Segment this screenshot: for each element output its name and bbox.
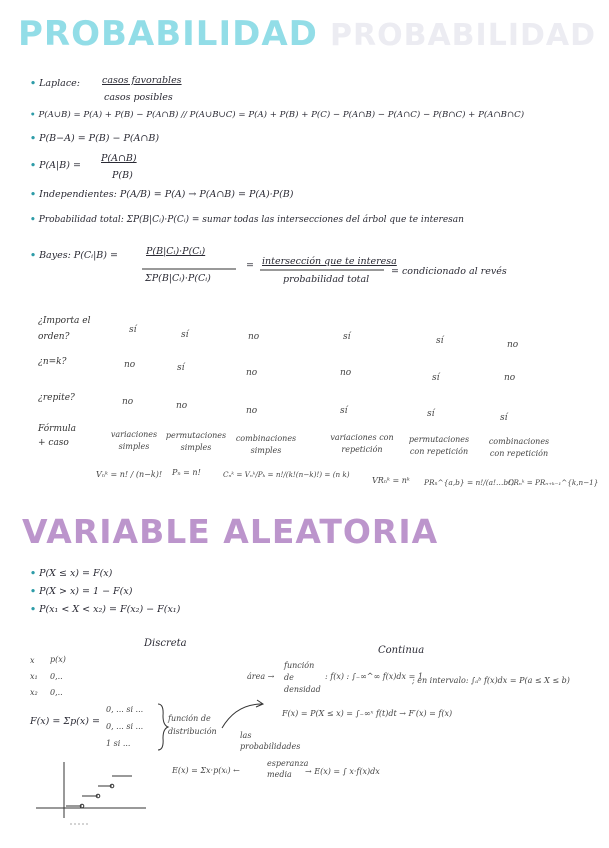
bullet-icon: • [30, 160, 37, 171]
dist-table-px-header: p(x) [50, 655, 66, 664]
bullet-icon: • [30, 133, 37, 144]
formula-permutaciones-rep: PRₙ^{a,b} = n!/(a!…b!) [424, 478, 514, 487]
total-probability-formula: Probabilidad total: ΣP(B|Cᵢ)·P(Cᵢ) = sumar todas las intersecciones del árbol que te interesan [38, 215, 464, 225]
laplace-label: Laplace: [39, 78, 80, 89]
va-formula-1: P(X ≤ x) = F(x) [39, 568, 113, 579]
table-cell: sí [427, 409, 435, 419]
table-cell: sí [177, 363, 185, 373]
bullet-icon: • [30, 604, 37, 615]
formula-permutaciones: Pₙ = n! [172, 468, 201, 477]
bullet-icon: • [30, 215, 36, 225]
dist-table-cell: x₂ [30, 688, 38, 697]
expectation-continuous: → E(x) = ∫ x·f(x)dx [305, 767, 380, 776]
dist-table-cell: x₁ [30, 672, 38, 681]
table-cell: sí [500, 413, 508, 423]
bullet-icon: • [30, 586, 37, 597]
note-las-probabilidades: las probabilidades [240, 731, 301, 751]
bullet-icon: • [30, 78, 37, 89]
cdf-continuous: F(x) = P(X ≤ x) = ∫₋∞ˣ f(t)dt → F′(x) = f(x) [282, 709, 453, 718]
section-title-variable-aleatoria: VARIABLE ALEATORIA [22, 512, 439, 551]
note-funcion-densidad: función de densidad [284, 661, 321, 694]
faded-title-bleedthrough: PROBABILIDAD [330, 18, 597, 53]
formula-combinaciones-rep: CRₙᵏ = PRₙ₊ₖ₋₁^{k,n−1} [508, 478, 599, 487]
laplace-denominator: casos posibles [104, 92, 173, 103]
cdf-case: 0, ... si ... [106, 722, 144, 731]
formula-name: variaciones simples [110, 430, 158, 451]
formula-variaciones-rep: VRₙᵏ = nᵏ [372, 476, 410, 485]
note-area: área → [247, 672, 275, 681]
laplace-numerator: casos favorables [102, 75, 182, 86]
brace-icon [158, 704, 168, 750]
bayes-lhs: Bayes: P(Cᵢ|B) = [39, 250, 118, 261]
cdf-case: 0, ... si ... [106, 705, 144, 714]
formula-name: permutaciones con repetición [408, 435, 470, 456]
bayes-numerator: P(B|Cᵢ)·P(Cᵢ) [146, 246, 206, 257]
difference-formula: P(B−A) = P(B) − P(A∩B) [39, 133, 160, 144]
cdf-case: 1 si ... [106, 739, 131, 748]
dist-table-cell: 0,.. [50, 688, 63, 697]
page-title: PROBABILIDAD [18, 14, 318, 54]
bayes-denominator: ΣP(B|Cᵢ)·P(Cᵢ) [145, 273, 211, 284]
bayes-equals: = [246, 260, 254, 271]
curved-arrow-icon [222, 704, 262, 728]
conditional-lhs: P(A|B) = [39, 160, 81, 171]
table-cell: no [248, 332, 260, 342]
cdf-discrete: F(x) = Σp(x) = [30, 716, 100, 727]
table-cell: sí [181, 330, 189, 340]
va-formula-3: P(x₁ < X < x₂) = F(x₂) − F(x₁) [39, 604, 181, 615]
table-cell: no [246, 368, 258, 378]
table-cell: no [124, 360, 136, 370]
conditional-numerator: P(A∩B) [101, 153, 137, 164]
note-funcion-distribucion: función de distribución [168, 714, 217, 736]
conditional-denominator: P(B) [112, 170, 133, 181]
table-cell: sí [340, 406, 348, 416]
table-cell: sí [436, 336, 444, 346]
row-label-formula: Fórmula + caso [38, 424, 77, 448]
bayes-numerator-words: intersección que te interesa [262, 256, 397, 267]
bayes-denominator-words: probabilidad total [283, 274, 370, 285]
dist-table-cell: 0,.. [50, 672, 63, 681]
table-cell: sí [432, 373, 440, 383]
formula-name: combinaciones simples [235, 434, 297, 455]
heading-continua: Continua [378, 645, 425, 656]
va-formula-2: P(X > x) = 1 − F(x) [39, 586, 133, 597]
density-interval: ; en intervalo: ∫ₐᵇ f(x)dx = P(a ≤ X ≤ b) [412, 676, 570, 685]
dist-table-x-header: x [30, 656, 35, 665]
bullet-icon: • [30, 189, 37, 200]
note-esperanza-media: esperanza media [267, 759, 309, 779]
density-normalization: : f(x) : ∫₋∞^∞ f(x)dx = 1 [325, 672, 423, 681]
formula-name: combinaciones con repetición [488, 437, 550, 458]
independence-formula: Independientes: P(A/B) = P(A) → P(A∩B) = P(A)·P(B) [39, 189, 294, 200]
table-cell: sí [129, 325, 137, 335]
row-label-repeat: ¿repite? [38, 393, 75, 403]
table-cell: no [507, 340, 519, 350]
heading-discreta: Discreta [144, 638, 187, 649]
bullet-icon: • [30, 250, 37, 261]
formula-combinaciones: Cₙᵏ = Vₙᵏ/Pₖ = n!/(k!(n−k)!) = (n k) [223, 470, 350, 479]
table-cell: no [122, 397, 134, 407]
row-label-order: ¿Importa el orden? [38, 316, 91, 342]
bullet-icon: • [30, 110, 36, 120]
table-cell: no [340, 368, 352, 378]
table-cell: sí [343, 332, 351, 342]
table-cell: no [504, 373, 516, 383]
bullet-icon: • [30, 568, 37, 579]
formula-name: variaciones con repetición [330, 433, 394, 454]
union-formula: P(A∪B) = P(A) + P(B) − P(A∩B) // P(A∪B∪C) = P(A) + P(B) + P(C) − P(A∩B) − P(A∩C) − P(B∩C) + P(A∩B∩C) [38, 110, 525, 120]
formula-variaciones: Vₙᵏ = n! / (n−k)! [96, 470, 163, 479]
table-cell: no [176, 401, 188, 411]
table-cell: no [246, 406, 258, 416]
formula-name: permutaciones simples [165, 431, 227, 452]
bayes-tail: = condicionado al revés [391, 266, 507, 277]
expectation-discrete: E(x) = Σx·p(xᵢ) ← [172, 766, 240, 775]
row-label-nk: ¿n=k? [38, 357, 67, 367]
